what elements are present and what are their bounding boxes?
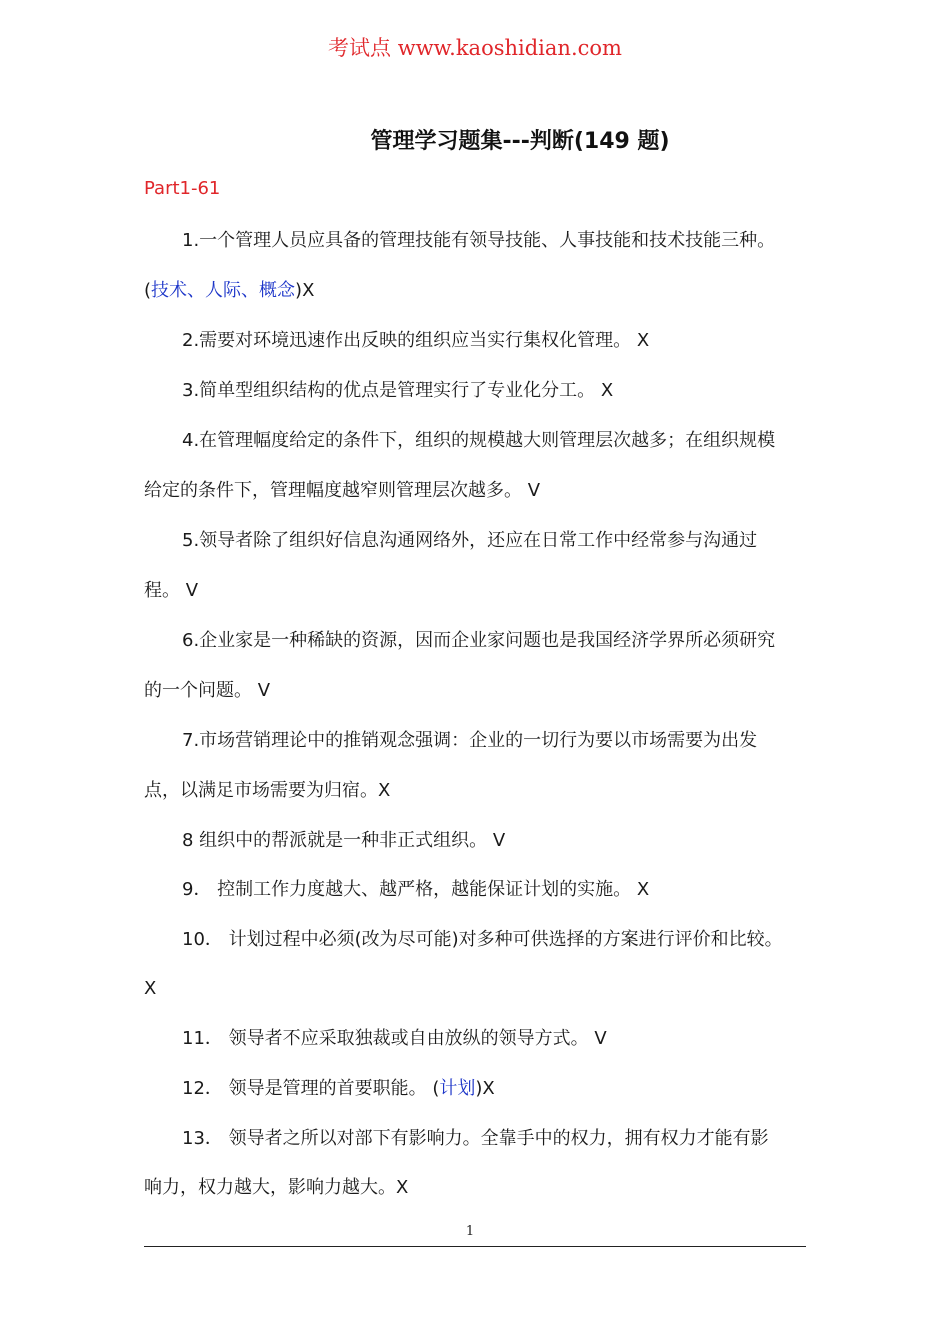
site-header: 考试点 www.kaoshidian.com — [328, 36, 622, 60]
page-title: 管理学习题集---判断(149 题) — [370, 129, 670, 154]
question-7-line-2: 点，以满足市场需要为归宿。X — [144, 780, 391, 801]
part-label: Part1-61 — [144, 178, 221, 199]
question-5-line-1: 5.领导者除了组织好信息沟通网络外，还应在日常工作中经常参与沟通过 — [182, 530, 758, 551]
page-number: 1 — [465, 1224, 475, 1239]
question-4-line-1: 4.在管理幅度给定的条件下，组织的规模越大则管理层次越多；在组织规模 — [182, 430, 776, 451]
question-12 — [182, 1076, 495, 1102]
question-13-line-1: 13． 领导者之所以对部下有影响力。全靠手中的权力，拥有权力才能有影 — [182, 1128, 769, 1149]
question-8: 8 组织中的帮派就是一种非正式组织。 V — [182, 830, 506, 851]
footer-divider — [144, 1246, 806, 1247]
question-12-correction: 计划 — [439, 1078, 476, 1099]
question-12-text: 12． 领导是管理的首要职能。 ( — [182, 1078, 440, 1099]
question-1-line-2: (技术、人际、概念)X — [144, 280, 315, 301]
question-12-answer: )X — [475, 1078, 495, 1099]
question-6-line-2: 的一个问题。 V — [144, 680, 271, 701]
question-1-answer: X — [302, 280, 315, 301]
question-1-correction: 技术、人际、概念 — [151, 280, 296, 301]
question-9: 9． 控制工作力度越大、越严格，越能保证计划的实施。 X — [182, 879, 650, 900]
question-13-line-2: 响力，权力越大，影响力越大。X — [144, 1177, 409, 1198]
question-4-line-2: 给定的条件下，管理幅度越窄则管理层次越多。 V — [144, 480, 541, 501]
question-10-line-1: 10． 计划过程中必须(改为尽可能)对多种可供选择的方案进行评价和比较。 — [182, 929, 783, 950]
question-7-line-1: 7.市场营销理论中的推销观念强调：企业的一切行为要以市场需要为出发 — [182, 730, 758, 751]
question-2: 2.需要对环境迅速作出反映的组织应当实行集权化管理。 X — [182, 330, 650, 351]
question-6-line-1: 6.企业家是一种稀缺的资源，因而企业家问题也是我国经济学界所必须研究 — [182, 630, 776, 651]
question-11: 11． 领导者不应采取独裁或自由放纵的领导方式。 V — [182, 1028, 607, 1049]
question-1-line-1: 1.一个管理人员应具备的管理技能有领导技能、人事技能和技术技能三种。 — [182, 230, 776, 251]
question-5-line-2: 程。 V — [144, 580, 199, 601]
question-3: 3.简单型组织结构的优点是管理实行了专业化分工。 X — [182, 380, 614, 401]
question-10-line-2: X — [144, 978, 157, 999]
